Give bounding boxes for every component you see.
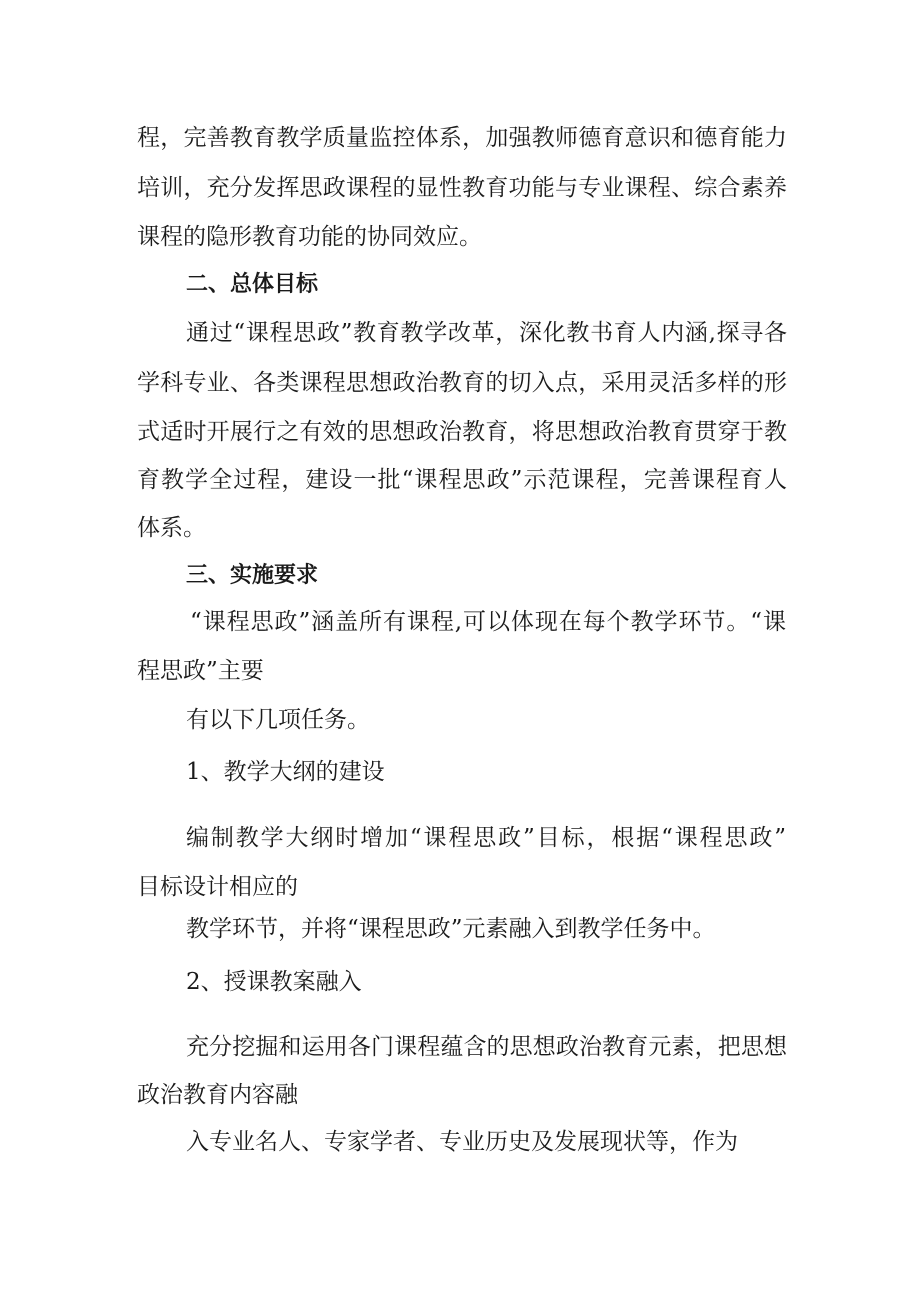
paragraph-line: 学科专业、各类课程思想政治教育的切入点，采用灵活多样的形 bbox=[137, 370, 787, 396]
paragraph-line: 课程的隐形教育功能的协同效应。 bbox=[137, 224, 482, 250]
paragraph-line: 式适时开展行之有效的思想政治教育，将思想政治教育贯穿于教 bbox=[137, 419, 787, 445]
paragraph-line: 目标设计相应的 bbox=[137, 874, 298, 900]
section-heading: 二、总体目标 bbox=[186, 272, 319, 297]
paragraph-line: 教学环节，并将“课程思政”元素融入到教学任务中。 bbox=[186, 916, 716, 942]
paragraph-line: 充分挖掘和运用各门课程蕴含的思想政治教育元素，把思想 bbox=[186, 1034, 787, 1060]
paragraph-line: 育教学全过程，建设一批“课程思政”示范课程，完善课程育人 bbox=[137, 467, 787, 493]
list-item-title: 2、授课教案融入 bbox=[186, 969, 362, 995]
paragraph-line: 政治教育内容融 bbox=[137, 1082, 298, 1108]
paragraph-line: 通过“课程思政”教育教学改革，深化教书育人内涵,探寻各 bbox=[186, 320, 787, 346]
paragraph-line: “课程思政”涵盖所有课程,可以体现在每个教学环节。“课 bbox=[190, 609, 786, 635]
section-heading: 三、实施要求 bbox=[186, 563, 319, 588]
paragraph-line: 培训，充分发挥思政课程的显性教育功能与专业课程、综合素养 bbox=[137, 175, 787, 201]
paragraph-line: 程思政”主要 bbox=[137, 658, 264, 684]
paragraph-line: 体系。 bbox=[137, 515, 206, 541]
list-item-title: 1、教学大纲的建设 bbox=[186, 759, 385, 785]
paragraph-line: 有以下几项任务。 bbox=[186, 707, 370, 733]
paragraph-line: 入专业名人、专家学者、专业历史及发展现状等，作为 bbox=[186, 1129, 738, 1155]
paragraph-line: 程，完善教育教学质量监控体系，加强教师德育意识和德育能力 bbox=[137, 125, 787, 151]
paragraph-line: 编制教学大纲时增加“课程思政”目标，根据“课程思政” bbox=[186, 825, 786, 851]
